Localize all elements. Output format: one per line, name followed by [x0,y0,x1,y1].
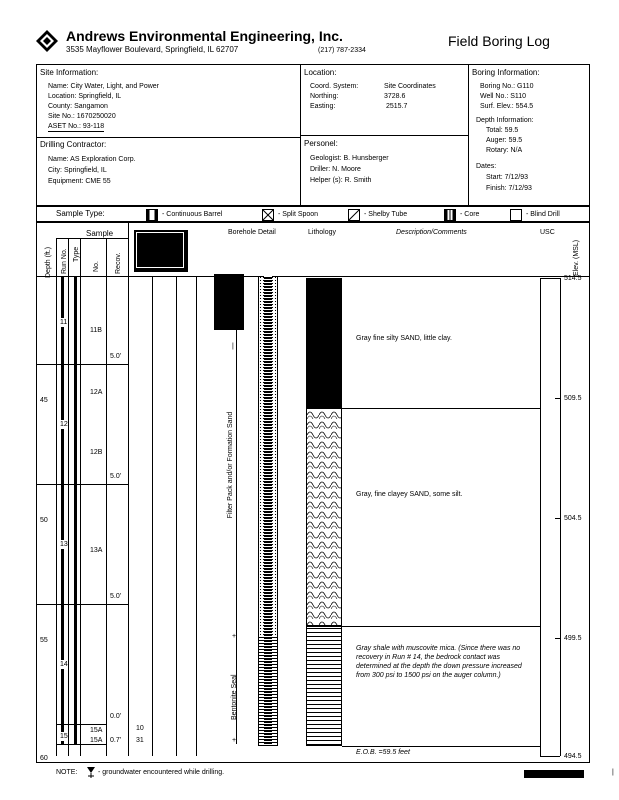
borehole-column-header: Borehole Detail [228,229,276,236]
boring-number: Boring No.: G110 [480,83,534,90]
sample-column-header: Sample [86,229,114,238]
sample-number-column-header: No. [93,261,100,272]
document-title: Field Boring Log [448,33,550,49]
surface-elevation: Surf. Elev.: 554.5 [480,103,534,110]
personnel-heading: Personel: [304,139,338,148]
legend-shelby-tube: - Shelby Tube [364,211,408,218]
depth-auger: Auger: 59.5 [486,137,523,144]
sample-type-swatch [134,230,188,272]
site-name: Name: City Water, Light, and Power [48,83,160,90]
legend-title: Sample Type: [56,209,105,218]
recovery-run-13: 5.0' [110,593,122,600]
depth-tick-50: 50 [40,517,48,524]
sample-number-15a-2: 15A [90,737,103,744]
dates-heading: Dates: [476,163,497,170]
blow-count-1: 10 [136,725,144,732]
company-name: Andrews Environmental Engineering, Inc. [66,28,343,44]
lithology-unit-1 [306,278,342,408]
type-column-header: Type [73,246,80,262]
depth-tick-60: 60 [40,755,48,762]
coord-system-label: Coord. System: [310,83,359,90]
filter-pack-label: Filter Pack and/or Formation Sand [227,411,234,519]
company-logo-icon [36,30,58,52]
recovery-run-14: 0.0' [110,713,122,720]
footer-black-bar [524,770,584,778]
sample-number-11b: 11B [90,327,102,334]
recovery-run-12: 5.0' [110,473,122,480]
northing-value: 3728.6 [384,93,406,100]
run-column-left [61,276,64,744]
contractor-equipment: Equipment: CME 55 [48,178,111,185]
recovery-column-header: Recov. [115,252,122,274]
contractor-heading: Drilling Contractor: [40,140,107,149]
blow-count-2: 31 [136,737,144,744]
description-unit-1: Gray fine silty SAND, little clay. [356,335,452,342]
site-county: County: Sangamon [48,103,108,110]
run-number-12: 12 [60,421,68,428]
depth-tick-45: 45 [40,397,48,404]
footer-note-label: NOTE: [56,769,78,776]
groundwater-icon [86,765,96,777]
personnel-geologist: Geologist: B. Hunsberger [310,155,389,162]
recovery-run-15: 0.7' [110,737,122,744]
legend-split-spoon: - Split Spoon [278,211,319,218]
site-number: Site No.: 1670250020 [48,113,116,120]
footer-note-text: - groundwater encountered while drilling. [98,769,225,776]
run-number-14: 14 [60,661,68,668]
end-of-boring: E.O.B. =59.5 feet [356,749,410,756]
depth-column-header: Depth (ft.) [45,246,52,278]
well-number: Well No.: S110 [480,93,527,100]
easting-value: 2515.7 [386,103,408,110]
personnel-driller: Driller: N. Moore [310,166,361,173]
sample-number-15a-1: 15A [90,727,103,734]
run-number-11: 11 [60,319,68,326]
company-address: 3535 Mayflower Boulevard, Springfield, IL 62707 [66,45,239,54]
elevation-tick-494: 494.5 [564,753,582,760]
depth-rotary: Rotary: N/A [486,147,523,154]
sample-number-12a: 12A [90,389,103,396]
site-heading: Site Information: [40,68,99,77]
description-column-header: Description/Comments [396,229,467,236]
northing-label: Northing: [310,93,339,100]
coord-system-value: Site Coordinates [384,83,436,90]
elevation-tick-504: 504.5 [564,515,582,522]
depth-tick-55: 55 [40,637,48,644]
run-number-13: 13 [60,541,68,548]
continuous-barrel-icon [146,208,158,220]
run-column-right [74,276,77,744]
description-unit-3: Gray shale with muscovite mica. (Since there was no recovery in Run # 14, the bedrock contact was determined at the depth the down pressure increased from 300 psi to 1500 psi on the auger column.) [356,645,522,679]
sample-number-12b: 12B [90,449,103,456]
description-unit-2: Gray, fine clayey SAND, some silt. [356,491,463,498]
recovery-run-11: 5.0' [110,353,122,360]
location-heading: Location: [304,68,337,77]
lithology-unit-2 [306,408,342,626]
site-location: Location: Springfield, IL [48,93,122,100]
sample-number-13a: 13A [90,547,103,554]
well-casing-block [214,274,244,330]
bentonite-seal-label: Bentonite Seal [231,674,238,720]
legend-blind-drill: - Blind Drill [526,211,560,218]
boring-heading: Boring Information: [472,68,540,77]
elevation-column-header: Elev. (MSL) [573,239,580,276]
run-number-15: 15 [60,733,68,740]
easting-label: Easting: [310,103,336,110]
core-icon [444,208,456,220]
contractor-name: Name: AS Exploration Corp. [48,156,136,163]
lithology-column-header: Lithology [308,229,337,236]
well-screen [264,276,272,744]
run-number-column-header: Run No. [61,248,68,274]
legend-core: - Core [460,211,480,218]
blind-drill-icon [510,208,522,220]
site-asset-number: ASET No.: 93-118 [48,123,105,130]
page-edge-mark: | [612,769,614,776]
uscs-column-header: USC [540,229,555,236]
personnel-helper: Helper (s): R. Smith [310,177,372,184]
elevation-tick-499: 499.5 [564,635,582,642]
elevation-tick-514: 514.5 [564,275,582,282]
date-start: Start: 7/12/93 [486,174,529,181]
depth-info-heading: Depth Information: [476,117,534,124]
company-phone: (217) 787-2334 [318,47,366,54]
elevation-tick-509: 509.5 [564,395,582,402]
legend-continuous-barrel: - Continuous Barrel [162,211,223,218]
lithology-unit-3 [306,626,342,746]
contractor-city: City: Springfield, IL [48,167,107,174]
depth-total: Total: 59.5 [486,127,519,134]
split-spoon-icon [262,208,274,220]
shelby-tube-icon [348,208,360,220]
date-finish: Finish: 7/12/93 [486,185,532,192]
